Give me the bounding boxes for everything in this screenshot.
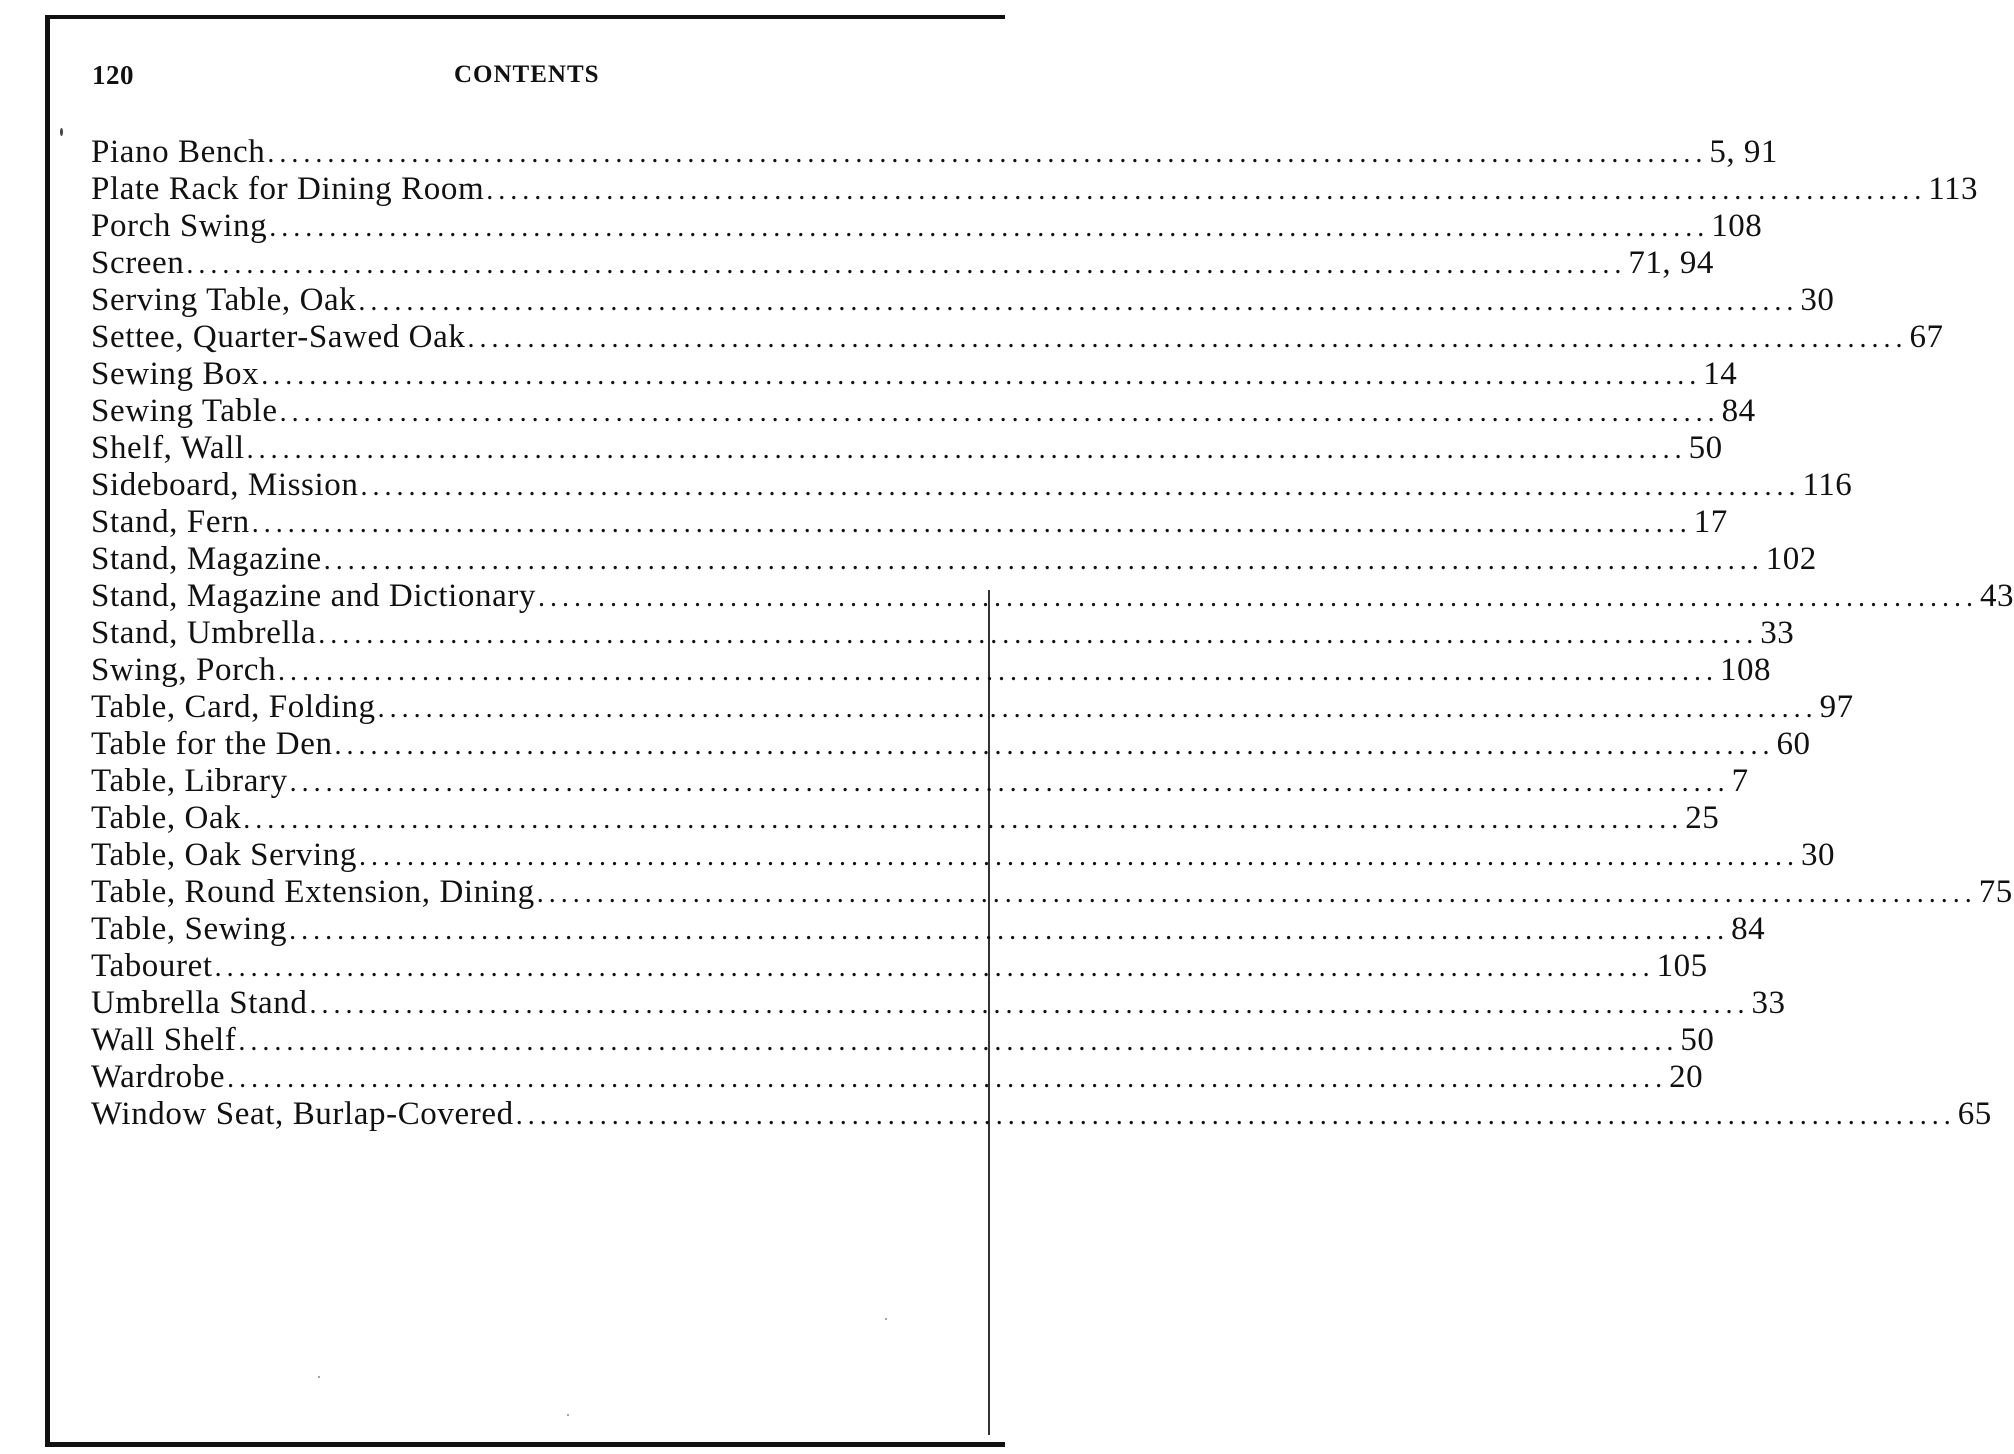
- dot-leader: ........................................................................................................................: [246, 434, 1687, 465]
- dot-leader: ........................................................................................................................: [227, 1063, 1668, 1094]
- toc-entry: [91, 541, 1817, 578]
- entry-page-number: 20: [1669, 1059, 1704, 1095]
- entry-title: Table, Round Extension, Dining: [91, 874, 535, 910]
- contents-list: [91, 134, 2014, 1133]
- dot-leader: ........................................................................................................................: [360, 471, 1801, 502]
- entry-page-number: 67: [1909, 319, 1944, 355]
- entry-title: Stand, Magazine and Dictionary: [91, 578, 537, 614]
- dot-leader: ........................................................................................................................: [289, 767, 1730, 798]
- dot-leader: ........................................................................................................................: [377, 693, 1818, 724]
- toc-entry: [91, 874, 2013, 911]
- entry-title: Screen: [91, 245, 185, 281]
- entry-title: Shelf, Wall: [91, 430, 245, 466]
- dot-leader: ........................................................................................................................: [243, 804, 1684, 835]
- toc-entry: [91, 356, 1738, 393]
- dot-leader: ........................................................................................................................: [289, 915, 1730, 946]
- toc-entry: [91, 504, 1728, 541]
- scan-speck: [60, 128, 63, 136]
- entry-title: Table, Oak: [91, 800, 242, 836]
- entry-title: Swing, Porch: [91, 652, 277, 688]
- entry-page-number: 60: [1776, 726, 1811, 762]
- toc-entry: [91, 689, 1854, 726]
- entry-page-number: 43: [1980, 578, 2014, 614]
- entry-page-number: 84: [1731, 911, 1766, 947]
- toc-entry: [91, 578, 2014, 615]
- entry-page-number: 7: [1731, 763, 1749, 799]
- entry-page-number: 33: [1760, 615, 1795, 651]
- dot-leader: ........................................................................................................................: [279, 397, 1720, 428]
- toc-entry: [91, 985, 1786, 1022]
- entry-page-number: 84: [1721, 393, 1756, 429]
- dot-leader: ........................................................................................................................: [334, 730, 1775, 761]
- scan-speck: [567, 1414, 569, 1416]
- entry-title: Table, Card, Folding: [91, 689, 376, 725]
- scan-speck: [885, 1318, 887, 1320]
- toc-entry: [91, 911, 1766, 948]
- entry-page-number: 116: [1802, 467, 1853, 503]
- entry-title: Sewing Box: [91, 356, 260, 392]
- toc-entry: [91, 134, 1778, 171]
- entry-title: Porch Swing: [91, 208, 268, 244]
- entry-page-number: 5, 91: [1709, 134, 1778, 170]
- entry-page-number: 25: [1685, 800, 1720, 836]
- toc-entry: [91, 319, 1944, 356]
- dot-leader: ........................................................................................................................: [214, 952, 1655, 983]
- entry-page-number: 113: [1928, 171, 1978, 207]
- entry-title: Stand, Magazine: [91, 541, 322, 577]
- dot-leader: ........................................................................................................................: [251, 508, 1692, 539]
- entry-page-number: 14: [1703, 356, 1738, 392]
- toc-entry: [91, 171, 1978, 208]
- toc-entry: [91, 652, 1772, 689]
- entry-title: Table, Library: [91, 763, 288, 799]
- dot-leader: ........................................................................................................................: [359, 841, 1800, 872]
- toc-entry: [91, 615, 1795, 652]
- dot-leader: ........................................................................................................................: [269, 212, 1710, 243]
- toc-entry: [91, 208, 1763, 245]
- dot-leader: ........................................................................................................................: [309, 989, 1750, 1020]
- toc-entry: [91, 1096, 1992, 1133]
- entry-title: Sideboard, Mission: [91, 467, 359, 503]
- entry-page-number: 105: [1656, 948, 1708, 984]
- dot-leader: ........................................................................................................................: [238, 1026, 1679, 1057]
- dot-leader: ........................................................................................................................: [323, 545, 1764, 576]
- toc-entry: [91, 467, 1853, 504]
- entry-title: Wall Shelf: [91, 1022, 237, 1058]
- entry-page-number: 65: [1957, 1096, 1992, 1132]
- entry-title: Table, Oak Serving: [91, 837, 358, 873]
- entry-page-number: 71, 94: [1628, 245, 1714, 281]
- entry-title: Serving Table, Oak: [91, 282, 357, 318]
- entry-page-number: 108: [1711, 208, 1763, 244]
- entry-page-number: 108: [1720, 652, 1772, 688]
- entry-page-number: 50: [1680, 1022, 1715, 1058]
- toc-entry: [91, 726, 1811, 763]
- entry-title: Sewing Table: [91, 393, 278, 429]
- toc-entry: [91, 763, 1749, 800]
- entry-title: Stand, Fern: [91, 504, 250, 540]
- page-number: 120: [92, 60, 134, 90]
- entry-page-number: 30: [1800, 282, 1835, 318]
- entry-page-number: 17: [1693, 504, 1728, 540]
- dot-leader: ........................................................................................................................: [538, 582, 1979, 613]
- toc-entry: [91, 800, 1720, 837]
- entry-page-number: 30: [1801, 837, 1836, 873]
- entry-title: Table for the Den: [91, 726, 333, 762]
- entry-page-number: 75: [1978, 874, 2013, 910]
- entry-page-number: 102: [1765, 541, 1817, 577]
- entry-title: Tabouret: [91, 948, 213, 984]
- dot-leader: ........................................................................................................................: [358, 286, 1799, 317]
- entry-title: Table, Sewing: [91, 911, 288, 947]
- entry-title: Stand, Umbrella: [91, 615, 317, 651]
- dot-leader: ........................................................................................................................: [318, 619, 1759, 650]
- toc-entry: [91, 282, 1835, 319]
- entry-title: Piano Bench: [91, 134, 266, 170]
- running-head: CONTENTS: [454, 61, 600, 88]
- scan-speck: [318, 1376, 320, 1378]
- toc-entry: [91, 1022, 1715, 1059]
- entry-page-number: 50: [1688, 430, 1723, 466]
- toc-entry: [91, 430, 1723, 467]
- toc-entry: [91, 1059, 1704, 1096]
- toc-entry: [91, 393, 1756, 430]
- dot-leader: ........................................................................................................................: [186, 249, 1627, 280]
- dot-leader: ........................................................................................................................: [467, 323, 1908, 354]
- entry-title: Wardrobe: [91, 1059, 226, 1095]
- entry-title: Window Seat, Burlap-Covered: [91, 1096, 514, 1132]
- entry-page-number: 97: [1819, 689, 1854, 725]
- dot-leader: ........................................................................................................................: [536, 878, 1977, 909]
- entry-title: Umbrella Stand: [91, 985, 308, 1021]
- dot-leader: ........................................................................................................................: [267, 138, 1708, 169]
- toc-entry: [91, 948, 1708, 985]
- dot-leader: ........................................................................................................................: [486, 175, 1927, 206]
- dot-leader: ........................................................................................................................: [278, 656, 1719, 687]
- toc-entry: [91, 245, 1714, 282]
- entry-title: Settee, Quarter-Sawed Oak: [91, 319, 466, 355]
- dot-leader: ........................................................................................................................: [261, 360, 1702, 391]
- entry-page-number: 33: [1751, 985, 1786, 1021]
- entry-title: Plate Rack for Dining Room: [91, 171, 485, 207]
- toc-entry: [91, 837, 1836, 874]
- dot-leader: ........................................................................................................................: [515, 1100, 1956, 1131]
